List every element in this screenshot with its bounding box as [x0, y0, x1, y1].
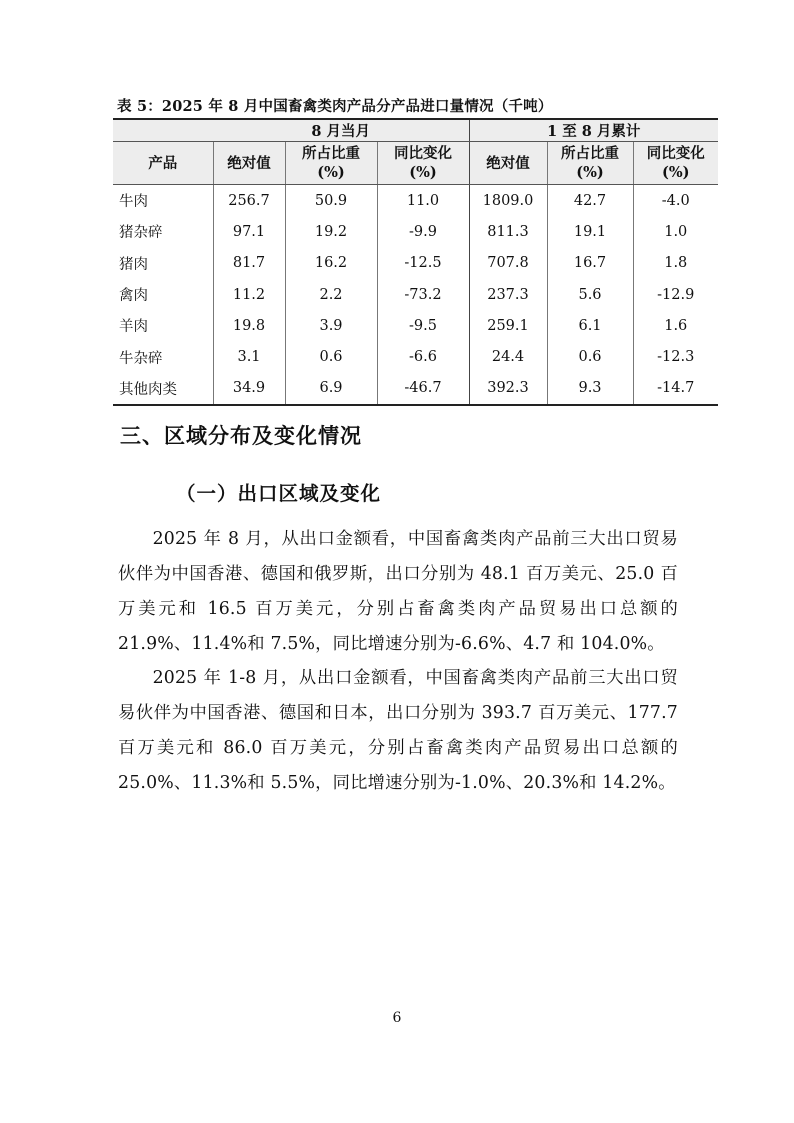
header-share-line2: (%) — [317, 164, 345, 181]
cell-monthly-yoy: -73.2 — [377, 279, 469, 310]
cell-monthly-yoy: 11.0 — [377, 185, 469, 217]
header-yoy-line2: (%) — [409, 164, 437, 181]
cell-cumulative-abs: 24.4 — [469, 341, 547, 372]
cell-monthly-yoy: -9.9 — [377, 216, 469, 247]
cell-product: 牛肉 — [119, 194, 148, 211]
cell-monthly-yoy: -46.7 — [377, 373, 469, 405]
cell-monthly-yoy: -9.5 — [377, 310, 469, 341]
cell-product: 牛杂碎 — [119, 350, 163, 367]
page-number: 6 — [392, 1010, 402, 1026]
cell-monthly-share: 16.2 — [285, 248, 377, 279]
header-monthly-yoy — [377, 142, 469, 185]
cell-cumulative-yoy: 1.0 — [633, 216, 718, 247]
table-row — [113, 373, 718, 405]
table-row — [113, 248, 718, 279]
header-product: 产品 — [113, 142, 213, 185]
cell-monthly-abs: 81.7 — [213, 248, 285, 279]
cell-monthly-abs: 3.1 — [213, 341, 285, 372]
cell-product: 猪杂碎 — [119, 225, 163, 242]
cell-cumulative-yoy: -4.0 — [633, 185, 718, 217]
cell-monthly-yoy: -6.6 — [377, 341, 469, 372]
cell-monthly-share: 50.9 — [285, 185, 377, 217]
header-yoy-line1: 同比变化 — [394, 145, 452, 162]
cell-cumulative-abs: 259.1 — [469, 310, 547, 341]
table-row — [113, 310, 718, 341]
cell-monthly-yoy: -12.5 — [377, 248, 469, 279]
cell-product: 禽肉 — [119, 288, 148, 305]
table-row — [113, 279, 718, 310]
cell-monthly-share: 3.9 — [285, 310, 377, 341]
cell-monthly-abs: 11.2 — [213, 279, 285, 310]
empty-header-cell — [113, 119, 213, 142]
paragraph-august: 2025 年 8 月，从出口金额看，中国畜禽类肉产品前三大出口贸易伙伴为中国香港、德国和俄罗斯，出口分别为 48.1 百万美元、25.0 百万美元和 16.5 百万美元，分别占畜禽类肉产品贸易出口总额的 21.9%、11.4%和 7.5%，同比增速分别为-6.6%、4.7 和 104.0%。 — [118, 529, 678, 654]
header-yoy-line2: (%) — [662, 164, 690, 181]
cell-monthly-abs: 97.1 — [213, 216, 285, 247]
header-yoy-line1: 同比变化 — [646, 145, 705, 162]
section-heading: 三、区域分布及变化情况 — [120, 423, 362, 448]
cell-cumulative-share: 5.6 — [547, 279, 633, 310]
cell-product: 羊肉 — [119, 319, 148, 336]
cell-monthly-share: 2.2 — [285, 279, 377, 310]
header-share-line1: 所占比重 — [302, 145, 360, 162]
subsection-heading: （一）出口区域及变化 — [176, 482, 382, 505]
cell-cumulative-share: 16.7 — [547, 248, 633, 279]
header-cumulative-share — [547, 142, 633, 185]
cell-monthly-share: 19.2 — [285, 216, 377, 247]
cell-cumulative-share: 9.3 — [547, 373, 633, 405]
cell-cumulative-abs: 237.3 — [469, 279, 547, 310]
header-cumulative-abs: 绝对值 — [469, 142, 547, 185]
cell-monthly-abs: 34.9 — [213, 373, 285, 405]
cell-product: 猪肉 — [119, 256, 148, 273]
paragraph-jan-aug: 2025 年 1-8 月，从出口金额看，中国畜禽类肉产品前三大出口贸易伙伴为中国香港、德国和日本，出口分别为 393.7 百万美元、177.7 百万美元和 86.0 百万美元，分别占畜禽类肉产品贸易出口总额的 25.0%、11.3%和 5.5%，同比增速分别为-1.0%、20.3%和 14.2%。 — [118, 668, 678, 793]
header-monthly-abs: 绝对值 — [213, 142, 285, 185]
cell-monthly-abs: 19.8 — [213, 310, 285, 341]
table-caption: 表 5：2025 年 8 月中国畜禽类肉产品分产品进口量情况（千吨） — [117, 98, 553, 115]
table-group-header-row — [113, 119, 718, 142]
cell-cumulative-abs: 811.3 — [469, 216, 547, 247]
cell-cumulative-share: 42.7 — [547, 185, 633, 217]
cell-cumulative-yoy: -12.3 — [633, 341, 718, 372]
cell-cumulative-abs: 392.3 — [469, 373, 547, 405]
cell-cumulative-yoy: 1.8 — [633, 248, 718, 279]
cell-cumulative-share: 19.1 — [547, 216, 633, 247]
group-header-monthly: 8 月当月 — [213, 119, 469, 142]
table-row — [113, 216, 718, 247]
header-monthly-share — [285, 142, 377, 185]
cell-cumulative-yoy: -12.9 — [633, 279, 718, 310]
cell-cumulative-yoy: -14.7 — [633, 373, 718, 405]
header-cumulative-yoy — [633, 142, 718, 185]
header-share-line1: 所占比重 — [561, 145, 619, 162]
table-row — [113, 341, 718, 372]
cell-monthly-share: 0.6 — [285, 341, 377, 372]
cell-product: 其他肉类 — [113, 373, 213, 405]
group-header-cumulative: 1 至 8 月累计 — [469, 119, 718, 142]
cell-monthly-abs: 256.7 — [213, 185, 285, 217]
cell-cumulative-abs: 707.8 — [469, 248, 547, 279]
table-row — [113, 185, 718, 217]
cell-cumulative-share: 6.1 — [547, 310, 633, 341]
table-column-header-row — [113, 142, 718, 185]
cell-cumulative-yoy: 1.6 — [633, 310, 718, 341]
import-volume-table — [113, 118, 718, 406]
cell-cumulative-share: 0.6 — [547, 341, 633, 372]
cell-monthly-share: 6.9 — [285, 373, 377, 405]
header-share-line2: (%) — [576, 164, 604, 181]
cell-cumulative-abs: 1809.0 — [469, 185, 547, 217]
